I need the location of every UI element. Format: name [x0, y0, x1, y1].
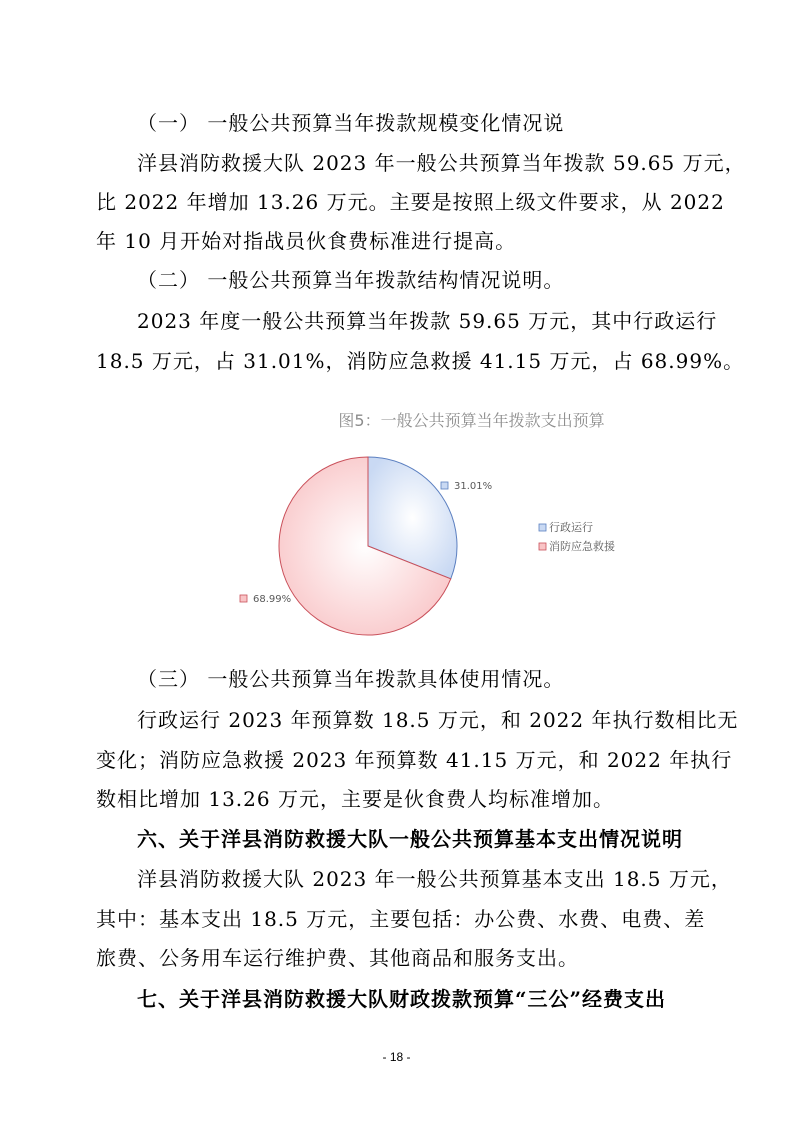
paragraph-line: 其中：基本支出 18.5 万元，主要包括：办公费、水费、电费、差	[96, 907, 706, 931]
paragraph-line: 变化；消防应急救援 2023 年预算数 41.15 万元，和 2022 年执行	[96, 748, 733, 772]
section-heading-1: （一） 一般公共预算当年拨款规模变化情况说	[137, 111, 565, 135]
section-heading-7: 七、关于洋县消防救援大队财政拨款预算“三公”经费支出	[137, 987, 667, 1011]
page-number: - 18 -	[382, 1050, 411, 1064]
legend-marker	[539, 543, 546, 550]
paragraph-line: 2023 年度一般公共预算当年拨款 59.65 万元，其中行政运行	[137, 309, 718, 333]
paragraph-line: 数相比增加 13.26 万元，主要是伙食费人均标准增加。	[96, 787, 614, 811]
section-heading-3: （三） 一般公共预算当年拨款具体使用情况。	[137, 667, 565, 691]
data-label: 31.01%	[454, 481, 493, 492]
paragraph-line: 行政运行 2023 年预算数 18.5 万元，和 2022 年执行数相比无	[137, 708, 739, 732]
data-label: 68.99%	[253, 594, 292, 605]
paragraph-line: 洋县消防救援大队 2023 年一般公共预算基本支出 18.5 万元，	[137, 867, 732, 891]
legend-entry: 行政运行	[549, 521, 593, 534]
paragraph-line: 旅费、公务用车运行维护费、其他商品和服务支出。	[96, 946, 579, 970]
paragraph-line: 18.5 万元，占 31.01%，消防应急救援 41.15 万元，占 68.99%。	[96, 349, 745, 373]
section-heading-2: （二） 一般公共预算当年拨款结构情况说明。	[137, 268, 565, 292]
paragraph-line: 年 10 月开始对指战员伙食费标准进行提高。	[96, 229, 517, 253]
chart-title: 图5：一般公共预算当年拨款支出预算	[338, 411, 605, 430]
paragraph-line: 洋县消防救援大队 2023 年一般公共预算当年拨款 59.65 万元，	[137, 151, 746, 175]
data-label-marker	[240, 595, 247, 602]
legend-marker	[539, 524, 546, 531]
section-heading-6: 六、关于洋县消防救援大队一般公共预算基本支出情况说明	[137, 827, 683, 851]
legend-entry: 消防应急救援	[549, 540, 615, 553]
paragraph-line: 比 2022 年增加 13.26 万元。主要是按照上级文件要求，从 2022	[96, 190, 725, 214]
data-label-marker	[441, 482, 448, 489]
